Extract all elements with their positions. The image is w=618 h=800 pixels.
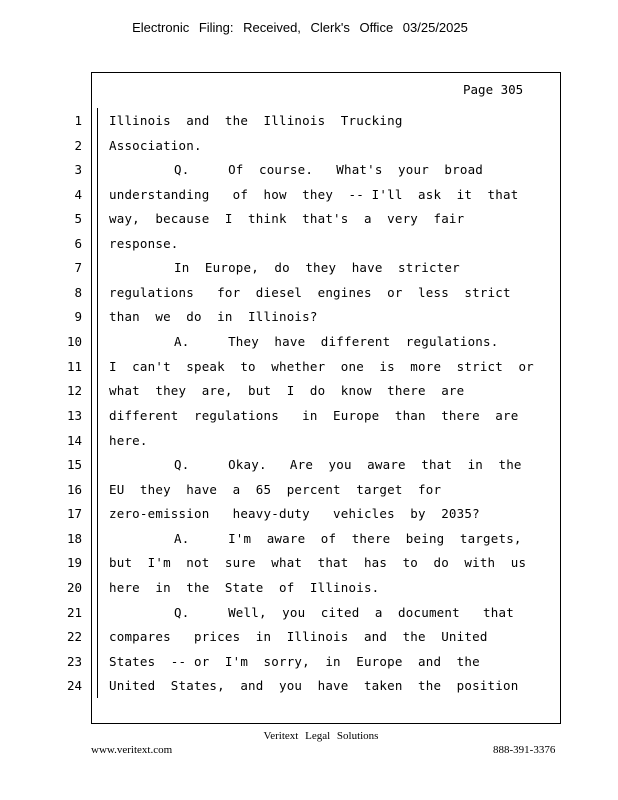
line-number: 19: [66, 555, 82, 570]
line-number: 4: [74, 187, 82, 202]
line-number: 21: [66, 605, 82, 620]
line-number: 11: [66, 359, 82, 374]
transcript-line: [0, 408, 618, 432]
line-text: here.: [109, 433, 148, 448]
line-number: 1: [74, 113, 82, 128]
transcript-line: [0, 211, 618, 235]
transcript-line: [0, 113, 618, 137]
footer-company: Veritext Legal Solutions: [263, 730, 379, 742]
line-text: Illinois and the Illinois Trucking: [109, 113, 403, 128]
line-text: than we do in Illinois?: [109, 309, 318, 324]
line-number: 5: [74, 211, 82, 226]
line-text: understanding of how they -- I'll ask it that: [109, 187, 519, 202]
line-text: States -- or I'm sorry, in Europe and the: [109, 654, 480, 669]
line-text: what they are, but I do know there are: [109, 383, 465, 398]
transcript-line: [0, 506, 618, 530]
transcript-line: [0, 162, 618, 186]
line-number: 10: [66, 334, 82, 349]
line-number: 17: [66, 506, 82, 521]
line-number: 12: [66, 383, 82, 398]
transcript-line: [0, 359, 618, 383]
line-number: 20: [66, 580, 82, 595]
transcript-line: [0, 309, 618, 333]
transcript-line: [0, 482, 618, 506]
transcript-line: [0, 531, 618, 555]
line-number: 18: [66, 531, 82, 546]
line-number: 9: [74, 309, 82, 324]
line-number: 7: [74, 260, 82, 275]
line-text: Q. Well, you cited a document that: [174, 605, 514, 620]
transcript-line: [0, 555, 618, 579]
line-text: compares prices in Illinois and the United: [109, 629, 488, 644]
transcript-line: [0, 236, 618, 260]
line-text: I can't speak to whether one is more strict or: [109, 359, 534, 374]
line-text: In Europe, do they have stricter: [174, 260, 460, 275]
line-number: 3: [74, 162, 82, 177]
line-text: A. They have different regulations.: [174, 334, 499, 349]
footer-phone: 888-391-3376: [493, 744, 556, 756]
line-number: 15: [66, 457, 82, 472]
transcript-line: [0, 187, 618, 211]
line-text: zero-emission heavy-duty vehicles by 2035?: [109, 506, 480, 521]
transcript-line: [0, 678, 618, 702]
transcript-line: [0, 334, 618, 358]
transcript-line: [0, 580, 618, 604]
line-number: 8: [74, 285, 82, 300]
page-number: Page 305: [463, 82, 524, 97]
line-text: response.: [109, 236, 179, 251]
transcript-line: [0, 260, 618, 284]
line-text: here in the State of Illinois.: [109, 580, 380, 595]
transcript-line: [0, 457, 618, 481]
line-text: Q. Of course. What's your broad: [174, 162, 484, 177]
transcript-line: [0, 138, 618, 162]
line-text: United States, and you have taken the position: [109, 678, 519, 693]
transcript-line: [0, 285, 618, 309]
line-text: Association.: [109, 138, 202, 153]
line-text: Q. Okay. Are you aware that in the: [174, 457, 522, 472]
line-number: 14: [66, 433, 82, 448]
line-number: 22: [66, 629, 82, 644]
transcript-line: [0, 605, 618, 629]
line-text: regulations for diesel engines or less strict: [109, 285, 511, 300]
transcript-line: [0, 654, 618, 678]
transcript-line: [0, 433, 618, 457]
line-text: different regulations in Europe than there are: [109, 408, 519, 423]
line-text: way, because I think that's a very fair: [109, 211, 465, 226]
line-number: 13: [66, 408, 82, 423]
line-number: 6: [74, 236, 82, 251]
line-number: 23: [66, 654, 82, 669]
transcript-line: [0, 383, 618, 407]
line-number: 2: [74, 138, 82, 153]
filing-stamp: Electronic Filing: Received, Clerk's Office 03/25/2025: [132, 20, 468, 35]
line-number: 16: [66, 482, 82, 497]
line-text: A. I'm aware of there being targets,: [174, 531, 522, 546]
line-text: EU they have a 65 percent target for: [109, 482, 442, 497]
line-text: but I'm not sure what that has to do with us: [109, 555, 527, 570]
footer-website: www.veritext.com: [91, 744, 173, 756]
line-number: 24: [66, 678, 82, 693]
transcript-line: [0, 629, 618, 653]
